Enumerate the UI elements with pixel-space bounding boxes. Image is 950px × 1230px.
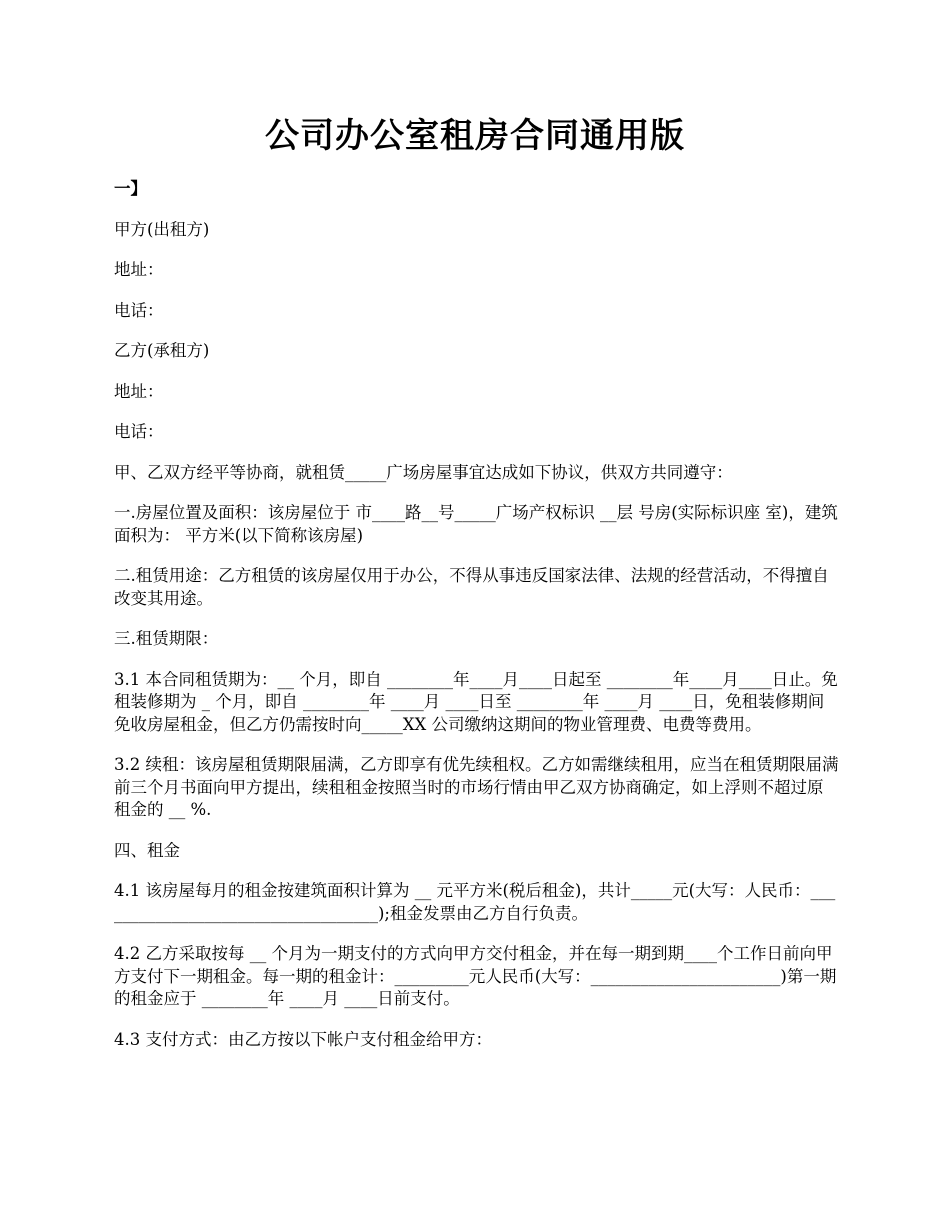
- party-a-address: 地址：: [114, 260, 164, 279]
- clause-2-usage: 二.租赁用途：乙方租赁的该房屋仅用于办公，不得从事违反国家法律、法规的经营活动，不得擅自改变其用途。: [114, 566, 829, 608]
- section-marker: 一】: [114, 179, 147, 198]
- clause-3-2-renewal: 3.2 续租：该房屋租赁期限届满，乙方即享有优先续租权。乙方如需继续租用，应当在租赁期限届满前三个月书面向甲方提出，续租租金按照当时的市场行情由甲乙双方协商确定，如上浮则不超过原租金的 __ %.: [114, 755, 839, 819]
- clause-1-location: 一.房屋位置及面积：该房屋位于 市____路__号_____广场产权标识 __层 号房(实际标识座 室)，建筑面积为： 平方米(以下简称该房屋): [114, 503, 838, 545]
- clause-4-3-payment-method: 4.3 支付方式：由乙方按以下帐户支付租金给甲方：: [114, 1029, 492, 1049]
- party-b-label: 乙方(承租方): [114, 341, 210, 360]
- clause-3-heading: 三.租赁期限：: [114, 629, 219, 648]
- agreement-intro: 甲、乙双方经平等协商，就租赁_____广场房屋事宜达成如下协议，供双方共同遵守：: [114, 462, 733, 482]
- party-b-phone: 电话：: [114, 422, 164, 441]
- clause-4-2-payment-period: 4.2 乙方采取按每 __ 个月为一期支付的方式向甲方交付租金，并在每一期到期____个工作日前向甲方支付下一期租金。每一期的租金计：_________元人民币(大写：_______________________)第一期的租金应于 ________年 ____月 ____日前支付。: [114, 944, 837, 1008]
- clause-4-heading: 四、租金: [114, 840, 180, 860]
- clause-4-1-rent: 4.1 该房屋每月的租金按建筑面积计算为 __ 元平方米(税后租金)，共计_____元(大写：人民币：___________________________________);租金发票由乙方自行负责。: [114, 881, 836, 923]
- party-b-address: 地址：: [114, 381, 164, 401]
- party-a-phone: 电话：: [114, 300, 164, 320]
- document-title: 公司办公室租房合同通用版: [265, 116, 685, 156]
- document-body: [114, 178, 839, 1069]
- party-a-label: 甲方(出租方): [114, 219, 210, 239]
- clause-3-1-term: 3.1 本合同租赁期为：__ 个月，即自 ________年____月____日起至 ________年____月____日止。免租装修期为 _ 个月，即自 ________年 ____月 ____日至 ________年 ____月 ____日，免租装修期间免收房屋租金，但乙方仍需按时向_____XX 公司缴纳这期间的物业管理费、电费等费用。: [114, 669, 838, 734]
